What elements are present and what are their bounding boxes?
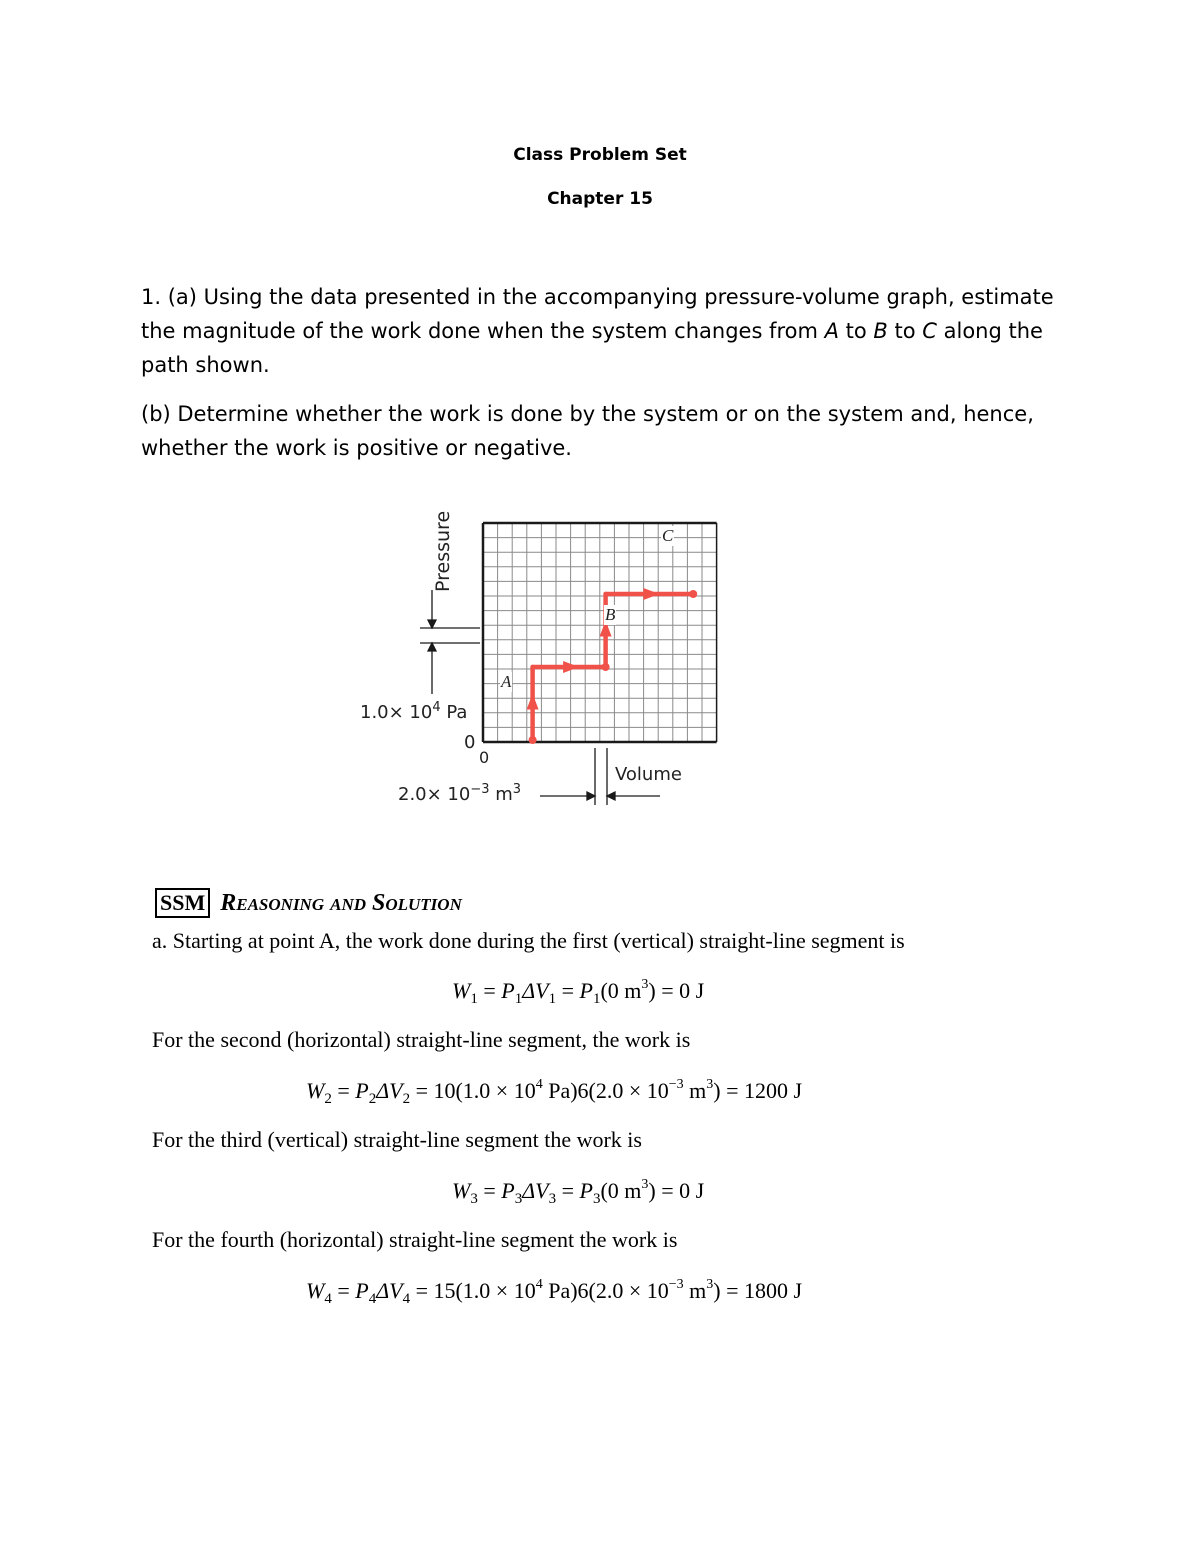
graph-grid <box>483 523 717 742</box>
eq2-dv: ΔV <box>376 1078 403 1103</box>
eq3-p-sub: 3 <box>514 1191 523 1207</box>
volume-step-exp: −3 <box>470 782 490 797</box>
eq4-p: P <box>355 1278 369 1303</box>
pressure-volume-graph <box>340 500 740 820</box>
volume-step-value: 2.0× 10 <box>398 784 471 805</box>
problem-part-b: (b) Determine whether the work is done by the system or on the system and, hence, whether the work is positive or negative. <box>141 402 1034 460</box>
solution-second-intro: For the second (horizontal) straight-line segment, the work is <box>152 1027 691 1052</box>
part-a-to-2: to <box>887 319 923 343</box>
eq1-p2-sub: 1 <box>592 991 601 1007</box>
point-c-marker <box>689 590 697 598</box>
eq4-result: ) = 1800 J <box>713 1278 803 1303</box>
point-a-ref: A <box>824 319 839 343</box>
eq3-result: ) = 0 J <box>648 1178 705 1203</box>
eq2-lhs-sub: 2 <box>324 1091 332 1107</box>
eq3-sup: 3 <box>641 1177 649 1192</box>
chapter-heading: Chapter 15 <box>547 189 653 209</box>
pressure-step-unit: Pa <box>440 702 468 723</box>
x-origin-label: 0 <box>479 748 490 767</box>
eq2-sup3: 3 <box>706 1077 714 1092</box>
part-a-text: 1. (a) Using the data presented in the accompanying pressure-volume graph, estimate the magnitude of the work done when the system changes from <box>141 285 1054 343</box>
volume-step-unit-exp: 3 <box>512 782 522 797</box>
eq4-sup1: 4 <box>535 1277 543 1292</box>
eq2-sup1: 4 <box>535 1077 543 1092</box>
eq4-sup3: 3 <box>706 1277 714 1292</box>
eq1-p-sub: 1 <box>514 991 523 1007</box>
eq3-body: (0 m <box>600 1178 642 1203</box>
eq1-p2: P <box>579 978 593 1003</box>
solution-title: Reasoning and Solution <box>220 890 462 916</box>
path-arrow <box>527 694 539 710</box>
eq2-p: P <box>355 1078 369 1103</box>
eq3-dv: ΔV <box>522 1178 549 1203</box>
pressure-step-label <box>360 700 467 723</box>
part-a-suffix: along the path shown. <box>141 319 1043 377</box>
eq1-dv: ΔV <box>522 978 549 1003</box>
volume-step-label <box>398 782 521 805</box>
equation-w2: $W_2 = P_2\Delta V_2 = 10(1.0 \times 10^4$ $Pa)6(2.0 \times 10^{-3}$ $m^3) = 1200$ J <box>306 1077 803 1107</box>
eq1-p: P <box>501 978 515 1003</box>
eq3-p2-sub: 3 <box>592 1191 601 1207</box>
eq1-body: (0 m <box>600 978 642 1003</box>
volume-step-unit: m <box>489 784 513 805</box>
point-a-label: A <box>501 672 512 691</box>
equation-w4: $W_4 = P_4\Delta V_4 = 15(1.0 \times 10^4$ $Pa)6(2.0 \times 10^{-3}$ $m^3) = 1800$ J <box>306 1277 803 1307</box>
eq4-p-sub: 4 <box>368 1291 377 1307</box>
eq2-body3: m <box>683 1078 707 1103</box>
eq2-sup2: −3 <box>668 1077 684 1092</box>
eq2-result: ) = 1200 J <box>713 1078 803 1103</box>
eq4-lhs-sub: 4 <box>324 1291 332 1307</box>
eq3-lhs: W <box>452 1178 471 1203</box>
pressure-step-value: 1.0× 10 <box>360 702 433 723</box>
eq3-lhs-sub: 3 <box>470 1191 478 1207</box>
eq3-dv-sub: 3 <box>548 1191 557 1207</box>
eq4-dv-sub: 4 <box>402 1291 411 1307</box>
eq1-lhs-sub: 1 <box>470 991 478 1007</box>
eq1-dv-sub: 1 <box>548 991 557 1007</box>
point-b-ref: B <box>873 319 888 343</box>
equation-w1: $W_1 = P_1\Delta V_1 = P_1(0$ $m^3) = 0$ J <box>452 977 705 1007</box>
pressure-step-indicator <box>420 590 480 694</box>
eq4-lhs: W <box>306 1278 325 1303</box>
eq2-body2: Pa)6(2.0 × 10 <box>542 1078 669 1103</box>
point-b-marker <box>602 663 610 671</box>
eq2-p-sub: 2 <box>368 1091 377 1107</box>
eq4-sup2: −3 <box>668 1277 684 1292</box>
eq1-lhs: W <box>452 978 471 1003</box>
eq4-body3: m <box>683 1278 707 1303</box>
point-a-marker <box>529 736 537 744</box>
y-origin-label: 0 <box>464 732 476 753</box>
path-arrow <box>643 588 659 600</box>
pressure-step-exp: 4 <box>432 700 441 715</box>
solution-third-intro: For the third (vertical) straight-line segment the work is <box>152 1127 642 1152</box>
eq2-body1: = 10(1.0 × 10 <box>410 1078 536 1103</box>
eq1-sup: 3 <box>641 977 649 992</box>
eq2-lhs: W <box>306 1078 325 1103</box>
problem-part-a <box>141 280 1061 382</box>
part-a-to-1: to <box>838 319 874 343</box>
equation-w3: $W_3 = P_3\Delta V_3 = P_3(0$ $m^3) = 0$ J <box>452 1177 705 1207</box>
solution-heading <box>155 888 462 918</box>
ssm-badge: SSM <box>155 888 210 918</box>
document-title: Class Problem Set <box>513 145 687 165</box>
solution-a-intro: a. Starting at point A, the work done during the first (vertical) straight-line segment is <box>152 928 905 953</box>
point-b-label: B <box>605 605 616 624</box>
x-axis-label: Volume <box>615 764 682 785</box>
eq3-p: P <box>501 1178 515 1203</box>
eq4-body2: Pa)6(2.0 × 10 <box>542 1278 669 1303</box>
y-axis-label: Pressure <box>432 510 454 592</box>
eq3-p2: P <box>579 1178 593 1203</box>
eq1-result: ) = 0 J <box>648 978 705 1003</box>
eq4-dv: ΔV <box>376 1278 403 1303</box>
eq4-body1: = 15(1.0 × 10 <box>410 1278 536 1303</box>
point-c-ref: C <box>922 319 937 343</box>
point-c-label: C <box>662 526 674 545</box>
solution-fourth-intro: For the fourth (horizontal) straight-line segment the work is <box>152 1227 678 1252</box>
eq2-dv-sub: 2 <box>402 1091 411 1107</box>
